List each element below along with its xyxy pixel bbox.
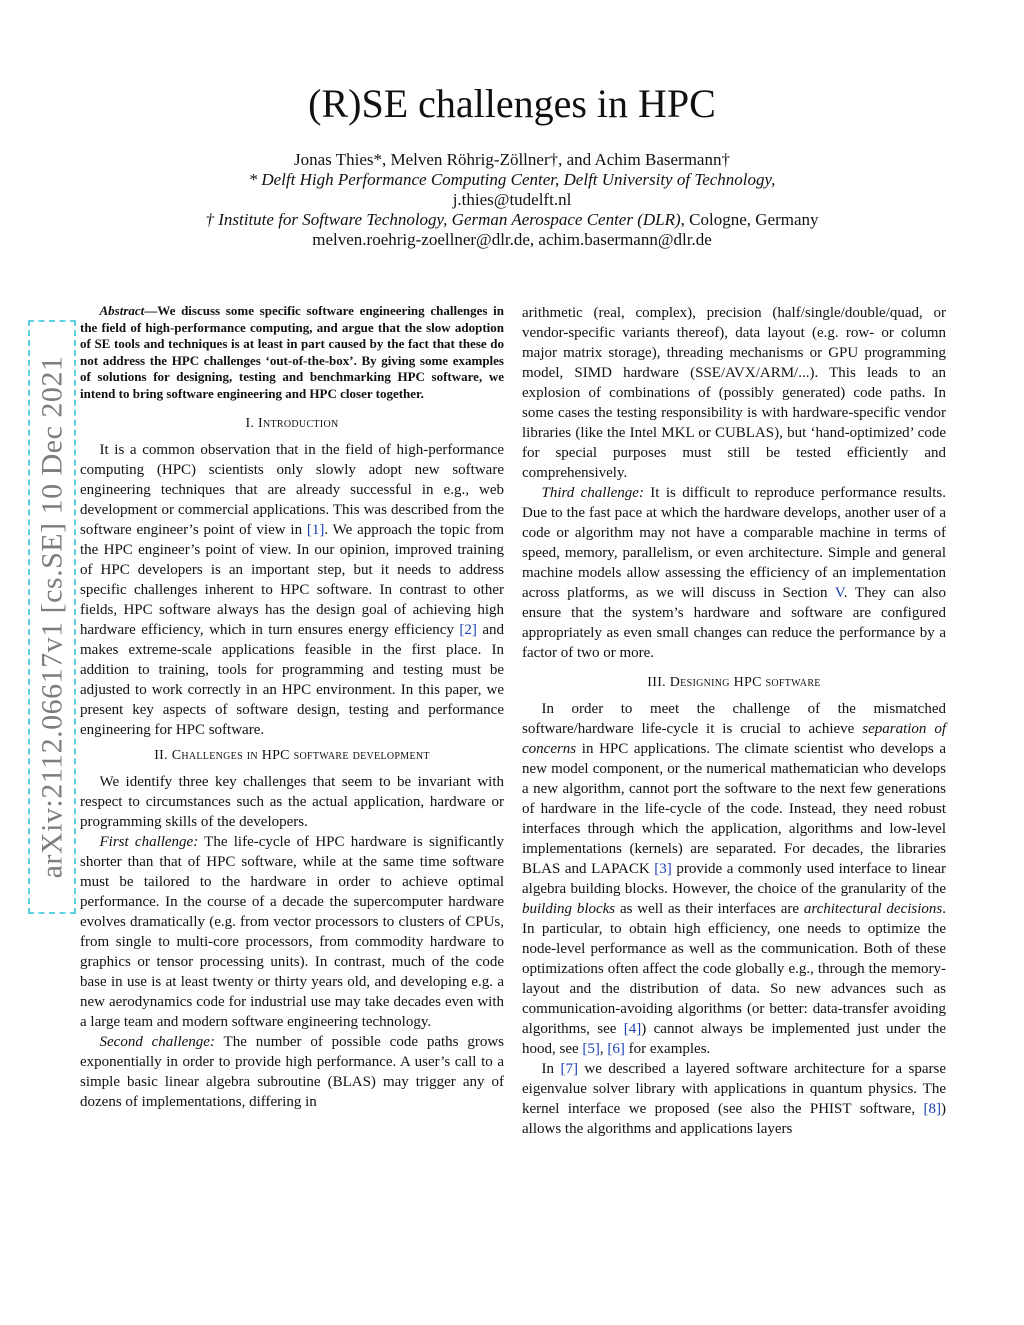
affiliation-dlr-institute: † Institute for Software Technology, German Aerospace Center (DLR) (205, 210, 681, 229)
text-run: ) allows the algorithms and applications layers (522, 1101, 946, 1137)
author-block (0, 150, 1024, 250)
citation-link[interactable]: [3] (654, 861, 672, 877)
first-challenge-paragraph (80, 832, 504, 1032)
affiliation-dlr-location: , Cologne, Germany (680, 210, 819, 229)
citation-link[interactable]: [6] (607, 1041, 625, 1057)
first-challenge-label: First challenge: (99, 834, 199, 850)
emphasis: separation of concerns (522, 721, 946, 757)
section-ref-link[interactable]: V (834, 585, 844, 601)
text-run: The number of possible code paths grows exponentially in order to provide high performance. A user’s call to a simple basic linear algebra subroutine (BLAS) may trigger any of dozens of implementations, differing in (80, 1034, 504, 1110)
text-run: ) cannot always be implemented just under the hood, see (522, 1021, 946, 1057)
text-run: It is a common observation that in the field of high-performance computing (HPC) scientists only slowly adopt new software engineering techniques that are already successful in e.g., web development or commercial applications. This was described from the software engineer’s point of view in (80, 442, 504, 538)
section-heading-challenges (80, 746, 504, 766)
citation-link[interactable]: [1] (306, 522, 325, 538)
affiliation-dlr (0, 210, 1024, 230)
designing-paragraph-2 (522, 1059, 946, 1139)
emphasis: architectural decisions (803, 901, 943, 917)
section-title: Challenges in HPC software development (171, 748, 430, 763)
section-title: Designing HPC software (669, 675, 821, 690)
section-number: II. (154, 748, 172, 763)
citation-link[interactable]: [2] (459, 622, 477, 638)
section-heading-introduction (80, 414, 504, 434)
email-dlr: melven.roehrig-zoellner@dlr.de, achim.basermann@dlr.de (312, 230, 712, 249)
text-run: . They can also ensure that the system’s hardware and software are configured appropriately as even small changes can reduce the performance by a factor of two or more. (522, 585, 946, 661)
right-column (522, 303, 946, 1139)
intro-paragraph (80, 440, 504, 740)
section-heading-designing (522, 673, 946, 693)
challenges-intro-paragraph: We identify three key challenges that seem to be invariant with respect to circumstances such as the actual application, hardware or programming skills of the developers. (80, 774, 504, 830)
arxiv-stamp (28, 320, 76, 914)
text-run: The life-cycle of HPC hardware is significantly shorter than that of HPC software, while at the same time software must be tailored to the hardware in order to achieve optimal performance. In the course of a decade the supercomputer hardware evolves dramatically (e.g. from vector processors to clusters of CPUs, from single to multi-core processors, from commodity hardware to graphics or tensor processing units). In contrast, much of the code base in use is at least twenty or thirty years old, and developing e.g. a new aerodynamics code for industrial use may take decades even with a large team and modern software engineering technology. (80, 834, 504, 1030)
text-run: , (599, 1041, 608, 1057)
abstract-label: Abstract (99, 303, 145, 318)
text-run: In (541, 1061, 561, 1077)
affiliation-delft: * Delft High Performance Computing Center, Delft University of Technology, (248, 170, 776, 189)
left-column (80, 303, 504, 1112)
third-challenge-paragraph (522, 483, 946, 663)
text-run: as well as their interfaces are (615, 901, 804, 917)
citation-link[interactable]: [4] (623, 1021, 642, 1037)
text-run: In order to meet the challenge of the mismatched software/hardware life-cycle it is crucial to achieve (522, 701, 946, 737)
second-challenge-paragraph (80, 1032, 504, 1112)
author-names: Jonas Thies*, Melven Röhrig-Zöllner†, and Achim Basermann† (294, 150, 730, 169)
text-run: . We approach the topic from the HPC engineer’s point of view. In our opinion, improved training of HPC developers is an important step, but it needs to address specific challenges inherent to HPC software. In contrast to other fields, HPC software always has the design goal of achieving high hardware efficiency, which in turn ensures energy efficiency (80, 522, 504, 638)
text-run: . In particular, to obtain high efficiency, one needs to optimize the node-level performance as well as the communication. Both of these optimizations often affect the code globally e.g., through the memory-layout and the distribution of data. So new advances such as communication-avoiding algorithms (or better: data-transfer avoiding algorithms, see (522, 901, 946, 1037)
text-run: we described a layered software architecture for a sparse eigenvalue solver library with applications in quantum physics. The kernel interface we proposed (see also the PHIST software, (522, 1061, 946, 1117)
section-number: III. (647, 675, 670, 690)
text-run: in HPC applications. The climate scientist who develops a new model component, or the numerical mathematician who develops a new algorithm, cannot port the software to the next few generations of hardware in the life-cycle of the code. Instead, they need robust interfaces through which the application, algorithms and low-level implementations (kernels) are separated. For decades, the libraries BLAS and LAPACK (522, 741, 946, 877)
section-title: Introduction (258, 416, 339, 431)
text-run: It is difficult to reproduce performance results. Due to the fast pace at which the hardware develops, another user of a code or algorithm may not have a comparable machine in terms of speed, memory, parallelism, or even architecture. Simple and general machine models allow assessing the efficiency of an implementation across platforms, as we will discuss in Section (522, 485, 946, 601)
second-challenge-label: Second challenge: (99, 1034, 215, 1050)
citation-link[interactable]: [5] (582, 1041, 600, 1057)
text-run: provide a commonly used interface to linear algebra building blocks. However, the choice of the granularity of the (522, 861, 947, 897)
abstract (80, 303, 504, 402)
emphasis: building blocks (522, 901, 616, 917)
designing-paragraph-1 (522, 699, 946, 1059)
paper-title: (R)SE challenges in HPC (308, 81, 716, 126)
third-challenge-label: Third challenge: (541, 485, 644, 501)
citation-link[interactable]: [7] (560, 1061, 578, 1077)
citation-link[interactable]: [8] (923, 1101, 941, 1117)
second-challenge-continued: arithmetic (real, complex), precision (half/single/double/quad, or vendor-specific variants thereof), data layout (e.g. row- or column major matrix storage), threading mechanisms or GPU programming model, SIMD hardware (SSE/AVX/ARM/...). This leads to an explosion of combinations of (possibly generated) code paths. In some cases the testing responsibility is with hardware-specific vendor libraries (like the Intel MKL or CUBLAS), but ‘hand-optimized’ code for special purposes must still be tested efficiently and comprehensively. (522, 305, 946, 481)
abstract-text: —We discuss some specific software engineering challenges in the field of high-performance computing, and argue that the slow adoption of SE tools and techniques is at least in part caused by the fact that these do not address the HPC challenges ‘out-of-the-box’. By giving some examples of solutions for designing, testing and benchmarking HPC software, we intend to bring software engineering and HPC closer together. (80, 303, 504, 401)
section-number: I. (245, 416, 259, 431)
email-delft: j.thies@tudelft.nl (452, 190, 572, 209)
text-run: and makes extreme-scale applications feasible in the first place. In addition to training, tools for programming and testing must be adjusted to work correctly in an HPC environment. In this paper, we present key aspects of software design, testing and performance engineering for HPC software. (80, 622, 504, 738)
text-run: for examples. (624, 1041, 711, 1057)
arxiv-stamp-text: arXiv:2112.06617v1 [cs.SE] 10 Dec 2021 (35, 355, 68, 879)
